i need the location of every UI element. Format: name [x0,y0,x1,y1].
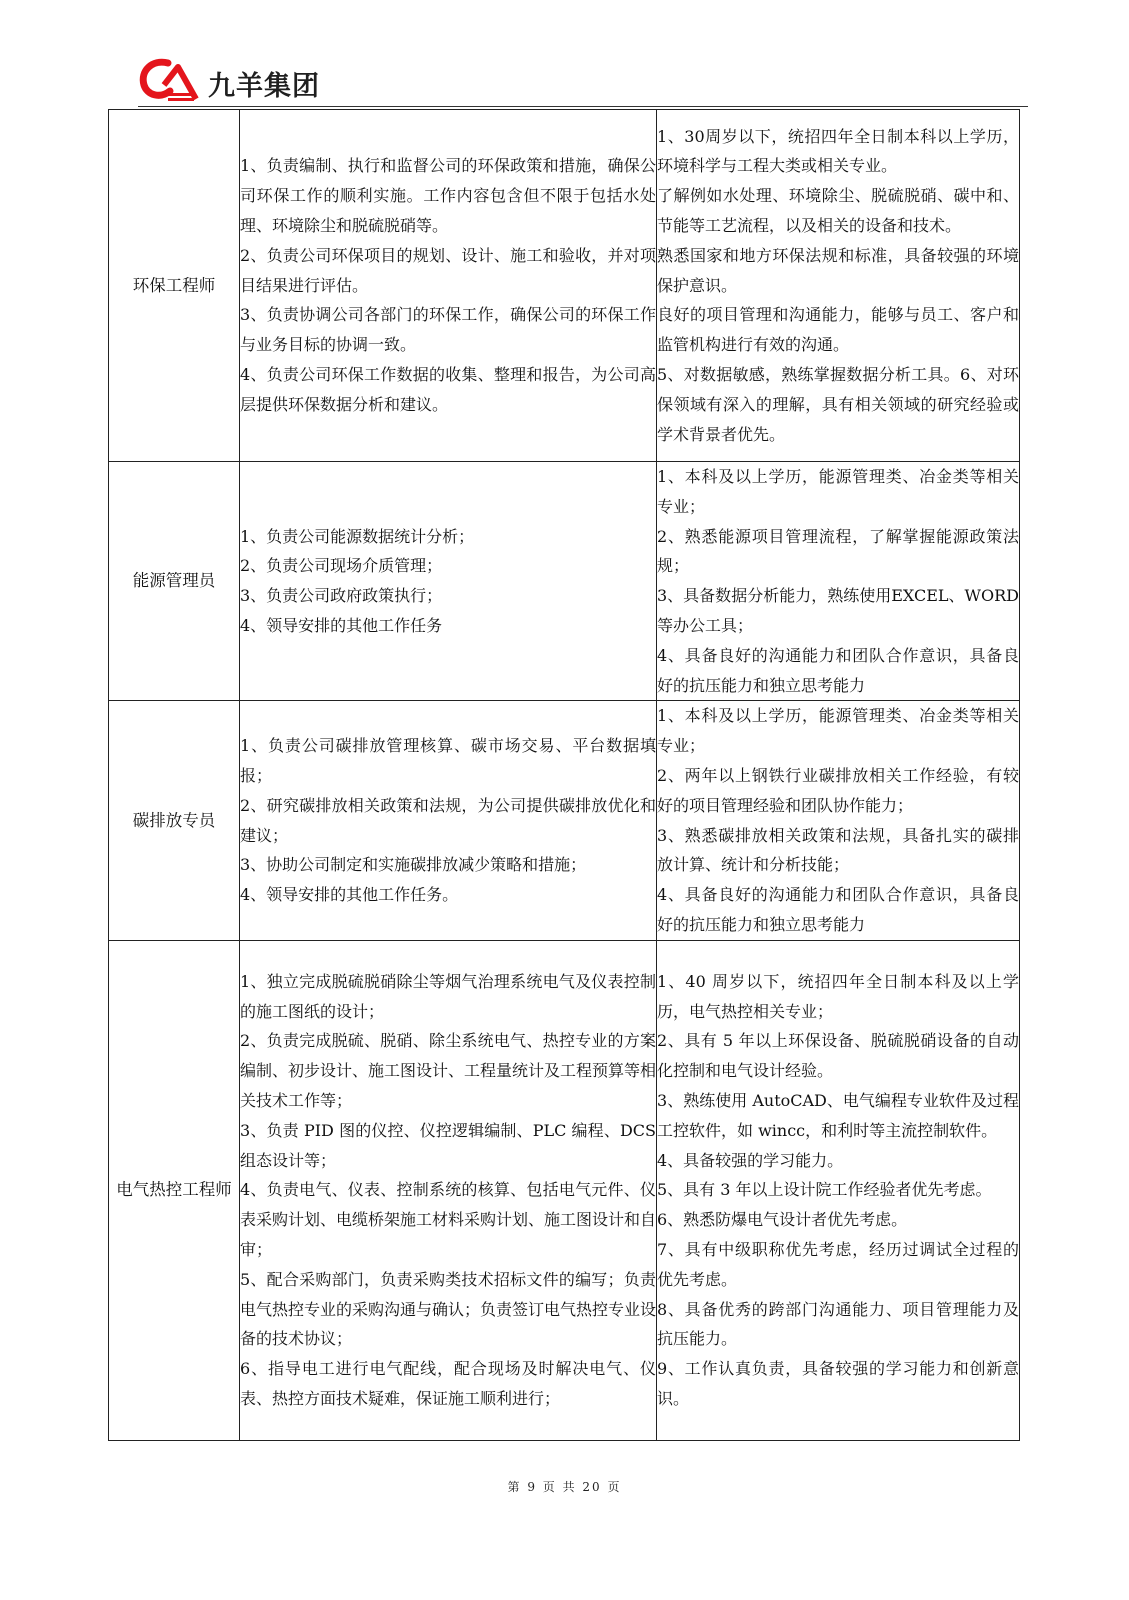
job-title: 能源管理员 [109,462,240,701]
requirement-item: 熟悉国家和地方环保法规和标准，具备较强的环境保护意识。 [657,245,1019,295]
requirement-item: 3、熟悉碳排放相关政策和法规，具备扎实的碳排放计算、统计和分析技能； [657,825,1019,875]
requirement-item: 4、具备良好的沟通能力和团队合作意识，具备良好的抗压能力和独立思考能力 [657,645,1019,695]
requirement-item: 5、具有 3 年以上设计院工作经验者优先考虑。 [657,1180,992,1200]
duty-item: 2、负责公司环保项目的规划、设计、施工和验收，并对项目结果进行评估。 [240,245,656,295]
requirement-item: 1、30周岁以下，统招四年全日制本科以上学历，环境科学与工程大类或相关专业。 [657,126,1019,176]
table-row [109,462,1020,701]
requirement-item: 3、熟练使用 AutoCAD、电气编程专业软件及过程工控软件，如 wincc，和利时等主流控制软件。 [657,1090,1019,1140]
job-requirements [657,110,1020,462]
requirement-item: 2、熟悉能源项目管理流程，了解掌握能源政策法规； [657,526,1019,576]
duty-item: 4、负责公司环保工作数据的收集、整理和报告，为公司高层提供环保数据分析和建议。 [240,364,656,414]
job-title: 碳排放专员 [109,701,240,940]
table-row [109,701,1020,940]
job-title: 电气热控工程师 [109,940,240,1440]
requirement-item: 4、具备良好的沟通能力和团队合作意识，具备良好的抗压能力和独立思考能力 [657,885,1019,934]
job-requirements [657,462,1020,701]
duty-item: 2、研究碳排放相关政策和法规，为公司提供碳排放优化和建议； [240,795,656,845]
requirement-item: 1、40 周岁以下，统招四年全日制本科及以上学历，电气热控相关专业； [657,971,1019,1021]
job-requirements [657,701,1020,940]
duty-item: 2、负责公司现场介质管理； [240,556,443,576]
requirement-item: 良好的项目管理和沟通能力，能够与员工、客户和监管机构进行有效的沟通。 [657,305,1019,355]
duty-item: 6、指导电工进行电气配线，配合现场及时解决电气、仪表、热控方面技术疑难，保证施工顺利进行； [240,1359,656,1408]
duty-item: 4、领导安排的其他工作任务。 [240,885,459,905]
duty-item: 3、负责 PID 图的仪控、仪控逻辑编制、PLC 编程、DCS 组态设计等； [240,1120,656,1170]
duty-item: 3、负责协调公司各部门的环保工作，确保公司的环保工作与业务目标的协调一致。 [240,305,656,355]
duty-item: 4、领导安排的其他工作任务 [240,615,443,635]
job-table [108,109,1020,1441]
brand-name: 九羊集团 [208,71,320,102]
job-requirements [657,940,1020,1440]
duty-item: 4、负责电气、仪表、控制系统的核算、包括电气元件、仪表采购计划、电缆桥架施工材料采购计划、施工图设计和自审； [240,1180,657,1259]
job-duties [240,701,657,940]
duty-item: 1、负责公司能源数据统计分析； [240,526,475,546]
requirement-item: 7、具有中级职称优先考虑，经历过调试全过程的优先考虑。 [657,1239,1019,1289]
requirement-item: 3、具备数据分析能力，熟练使用EXCEL、WORD等办公工具； [657,586,1019,635]
requirement-item: 1、本科及以上学历，能源管理类、冶金类等相关专业； [657,467,1019,516]
requirement-item: 9、工作认真负责，具备较强的学习能力和创新意识。 [657,1359,1019,1408]
requirement-item: 6、熟悉防爆电气设计者优先考虑。 [657,1210,908,1230]
duty-item: 3、负责公司政府政策执行； [240,586,443,606]
table-row [109,940,1020,1440]
duty-item: 2、负责完成脱硫、脱硝、除尘系统电气、热控专业的方案编制、初步设计、施工图设计、工程量统计及工程预算等相关技术工作等； [240,1031,657,1110]
duty-item: 1、独立完成脱硫脱硝除尘等烟气治理系统电气及仪表控制的施工图纸的设计； [240,971,656,1021]
job-duties [240,462,657,701]
duty-item: 3、协助公司制定和实施碳排放减少策略和措施； [240,855,587,875]
requirement-item: 5、对数据敏感，熟练掌握数据分析工具。6、对环保领域有深入的理解，具有相关领域的研究经验或学术背景者优先。 [657,364,1019,444]
header-divider [138,106,1028,107]
duty-item: 5、配合采购部门，负责采购类技术招标文件的编写；负责电气热控专业的采购沟通与确认；负责签订电气热控专业设备的技术协议； [240,1269,657,1349]
requirement-item: 4、具备较强的学习能力。 [657,1150,844,1170]
job-duties [240,940,657,1440]
requirement-item: 2、两年以上钢铁行业碳排放相关工作经验，有较好的项目管理经验和团队协作能力； [657,765,1019,815]
duty-item: 1、负责编制、执行和监督公司的环保政策和措施，确保公司环保工作的顺利实施。工作内容包含但不限于包括水处理、环境除尘和脱硫脱硝等。 [240,156,656,235]
company-logo-icon [138,55,208,109]
requirement-item: 1、本科及以上学历，能源管理类、冶金类等相关专业； [657,706,1019,756]
requirement-item: 了解例如水处理、环境除尘、脱硫脱硝、碳中和、节能等工艺流程，以及相关的设备和技术。 [657,186,1019,235]
table-row [109,110,1020,462]
requirement-item: 8、具备优秀的跨部门沟通能力、项目管理能力及抗压能力。 [657,1299,1019,1349]
requirement-item: 2、具有 5 年以上环保设备、脱硫脱硝设备的自动化控制和电气设计经验。 [657,1031,1019,1081]
job-title: 环保工程师 [109,110,240,462]
job-duties [240,110,657,462]
page-number: 第 9 页 共 20 页 [507,1480,622,1494]
duty-item: 1、负责公司碳排放管理核算、碳市场交易、平台数据填报； [240,736,656,785]
